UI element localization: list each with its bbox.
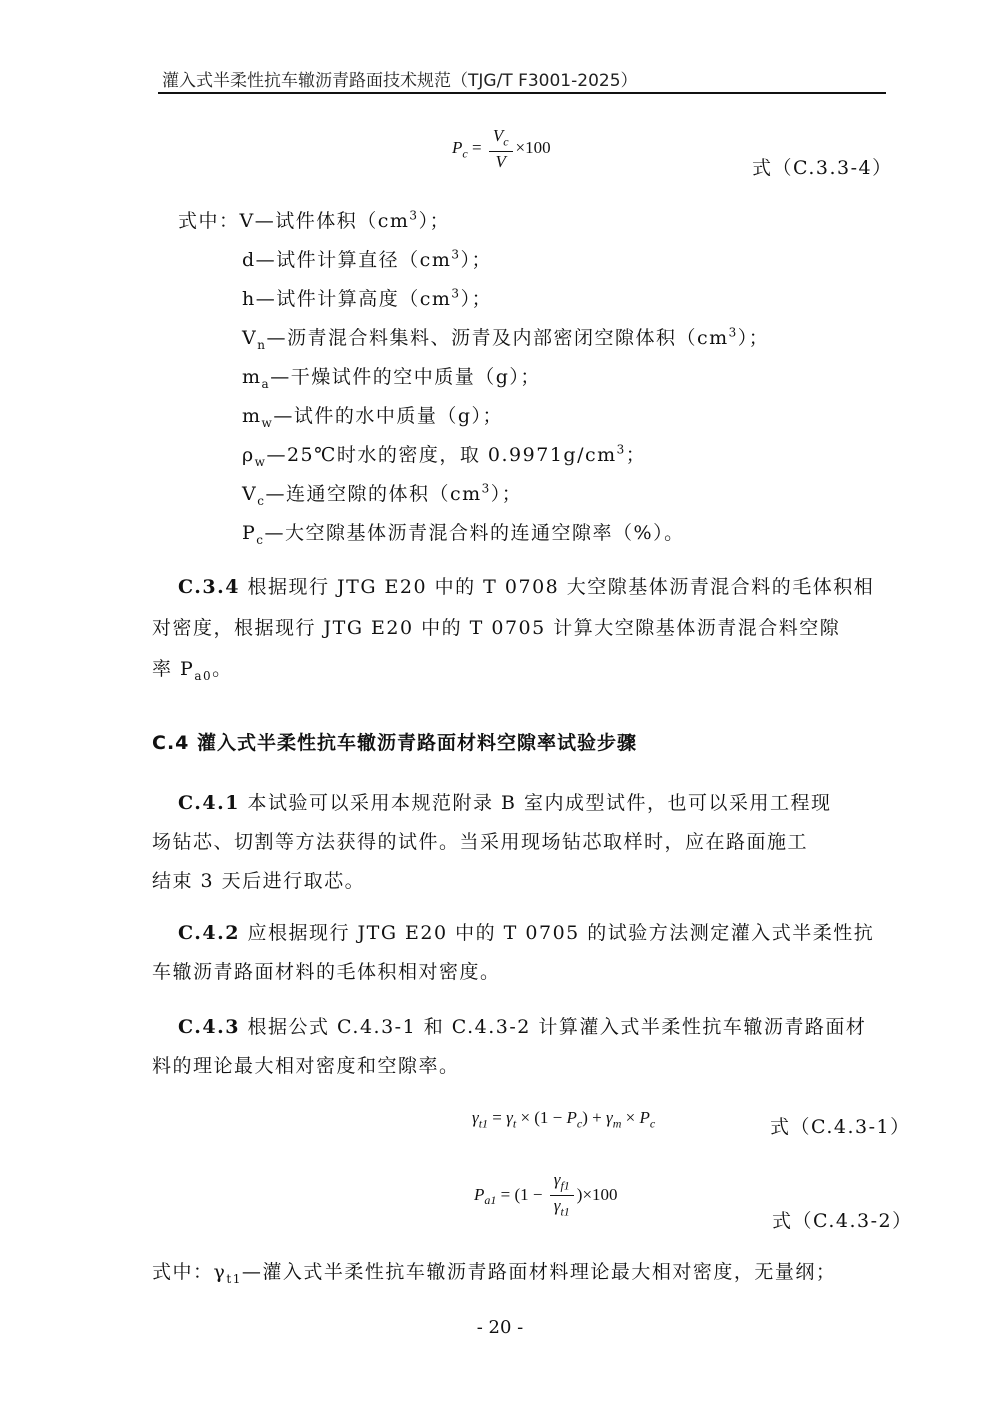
section-heading-c4: C.4 灌入式半柔性抗车辙沥青路面材料空隙率试验步骤 bbox=[152, 732, 637, 754]
where2-item: 式中：$\gamma_{t1}—$灌入式半柔性抗车辙沥青路面材料理论最大相对密度，无量纲； bbox=[152, 1261, 837, 1286]
equation-c334 bbox=[452, 126, 551, 172]
c42-line-2: 车辙沥青路面材料的毛体积相对密度。 bbox=[152, 961, 501, 983]
where-intro: 式中： bbox=[178, 210, 240, 232]
where-item-5: $m_w—$试件的水中质量（g）； bbox=[242, 405, 503, 430]
eq-numerator: $\gamma_{f1}$ bbox=[550, 1170, 574, 1196]
equation-c431: $\gamma_{t1} = \gamma_t \times (1 - P_c) + \gamma_m \times P_c$ bbox=[472, 1108, 656, 1131]
eq-lhs-sub: c bbox=[462, 146, 468, 161]
c43-line-1: C.4.3 根据公式 C.4.3-1 和 C.4.3-2 计算灌入式半柔性抗车辙沥青路面材 bbox=[178, 1016, 867, 1038]
clause-number: C.4.1 bbox=[178, 792, 240, 814]
c43-line-2: 料的理论最大相对密度和空隙率。 bbox=[152, 1055, 460, 1077]
eq-denominator: V bbox=[495, 152, 506, 172]
eq-numerator: $V_c$ bbox=[489, 126, 513, 152]
c34-line-1: C.3.4 根据现行 JTG E20 中的 T 0708 大空隙基体沥青混合料的毛体积相 bbox=[178, 576, 875, 598]
where-item-3: $V_n—$沥青混合料集料、沥青及内部密闭空隙体积$(cm^3)$； bbox=[242, 325, 770, 352]
equation-c432: $P_{a1} = (1$ − $\frac{\gamma_{f1}}{\gamma_{t1}}$ )×100 bbox=[474, 1170, 618, 1222]
equation-tag-c432: 式（C.4.3-2） bbox=[772, 1210, 913, 1232]
header-rule bbox=[158, 92, 886, 94]
equation-tag-c431: 式（C.4.3-1） bbox=[770, 1116, 911, 1138]
eq-denominator: $\gamma_{t1}$ bbox=[553, 1196, 570, 1219]
where-item-7: $V_c—$连通空隙的体积$(cm^3)$； bbox=[242, 481, 523, 508]
where-item-2: h—试件计算高度$(cm^3)$； bbox=[242, 286, 493, 310]
where-item-6: $\rho_w—25℃$时水的密度，取 $0.9971g/cm^3$； bbox=[242, 442, 647, 469]
eq-fraction bbox=[489, 126, 513, 172]
clause-number: C.3.4 bbox=[178, 576, 240, 598]
c34-line-3: 率 $P_{a0}$。 bbox=[152, 658, 233, 683]
page-number: - 20 - bbox=[476, 1317, 524, 1338]
equation-tag-c334: 式（C.3.3-4） bbox=[752, 157, 893, 179]
eq-lhs: P bbox=[452, 138, 463, 158]
clause-number: C.4.2 bbox=[178, 922, 240, 944]
page-header-title: 灌入式半柔性抗车辙沥青路面技术规范（TJG/T F3001-2025） bbox=[162, 71, 638, 91]
eq-equals: = bbox=[467, 138, 486, 158]
c34-line-2: 对密度，根据现行 JTG E20 中的 T 0705 计算大空隙基体沥青混合料空隙 bbox=[152, 617, 841, 639]
eq-times: ×100 bbox=[515, 138, 551, 158]
c41-line-1: C.4.1 本试验可以采用本规范附录 B 室内成型试件，也可以采用工程现 bbox=[178, 792, 832, 814]
eq-fraction bbox=[550, 1170, 574, 1222]
clause-number: C.4.3 bbox=[178, 1016, 240, 1038]
c41-line-3: 结束 3 天后进行取芯。 bbox=[152, 870, 366, 892]
c41-line-2: 场钻芯、切割等方法获得的试件。当采用现场钻芯取样时，应在路面施工 bbox=[152, 831, 809, 853]
where-item-4: $m_a—$干燥试件的空中质量（g）； bbox=[242, 366, 541, 391]
where-item-8: $P_c—$大空隙基体沥青混合料的连通空隙率（%）。 bbox=[242, 522, 685, 547]
where-item-1: d—试件计算直径$(cm^3)$； bbox=[242, 247, 492, 271]
where-item-0: 式中：V—试件体积$(cm^3)$； bbox=[178, 208, 451, 232]
c42-line-1: C.4.2 应根据现行 JTG E20 中的 T 0705 的试验方法测定灌入式半柔性抗 bbox=[178, 922, 875, 944]
